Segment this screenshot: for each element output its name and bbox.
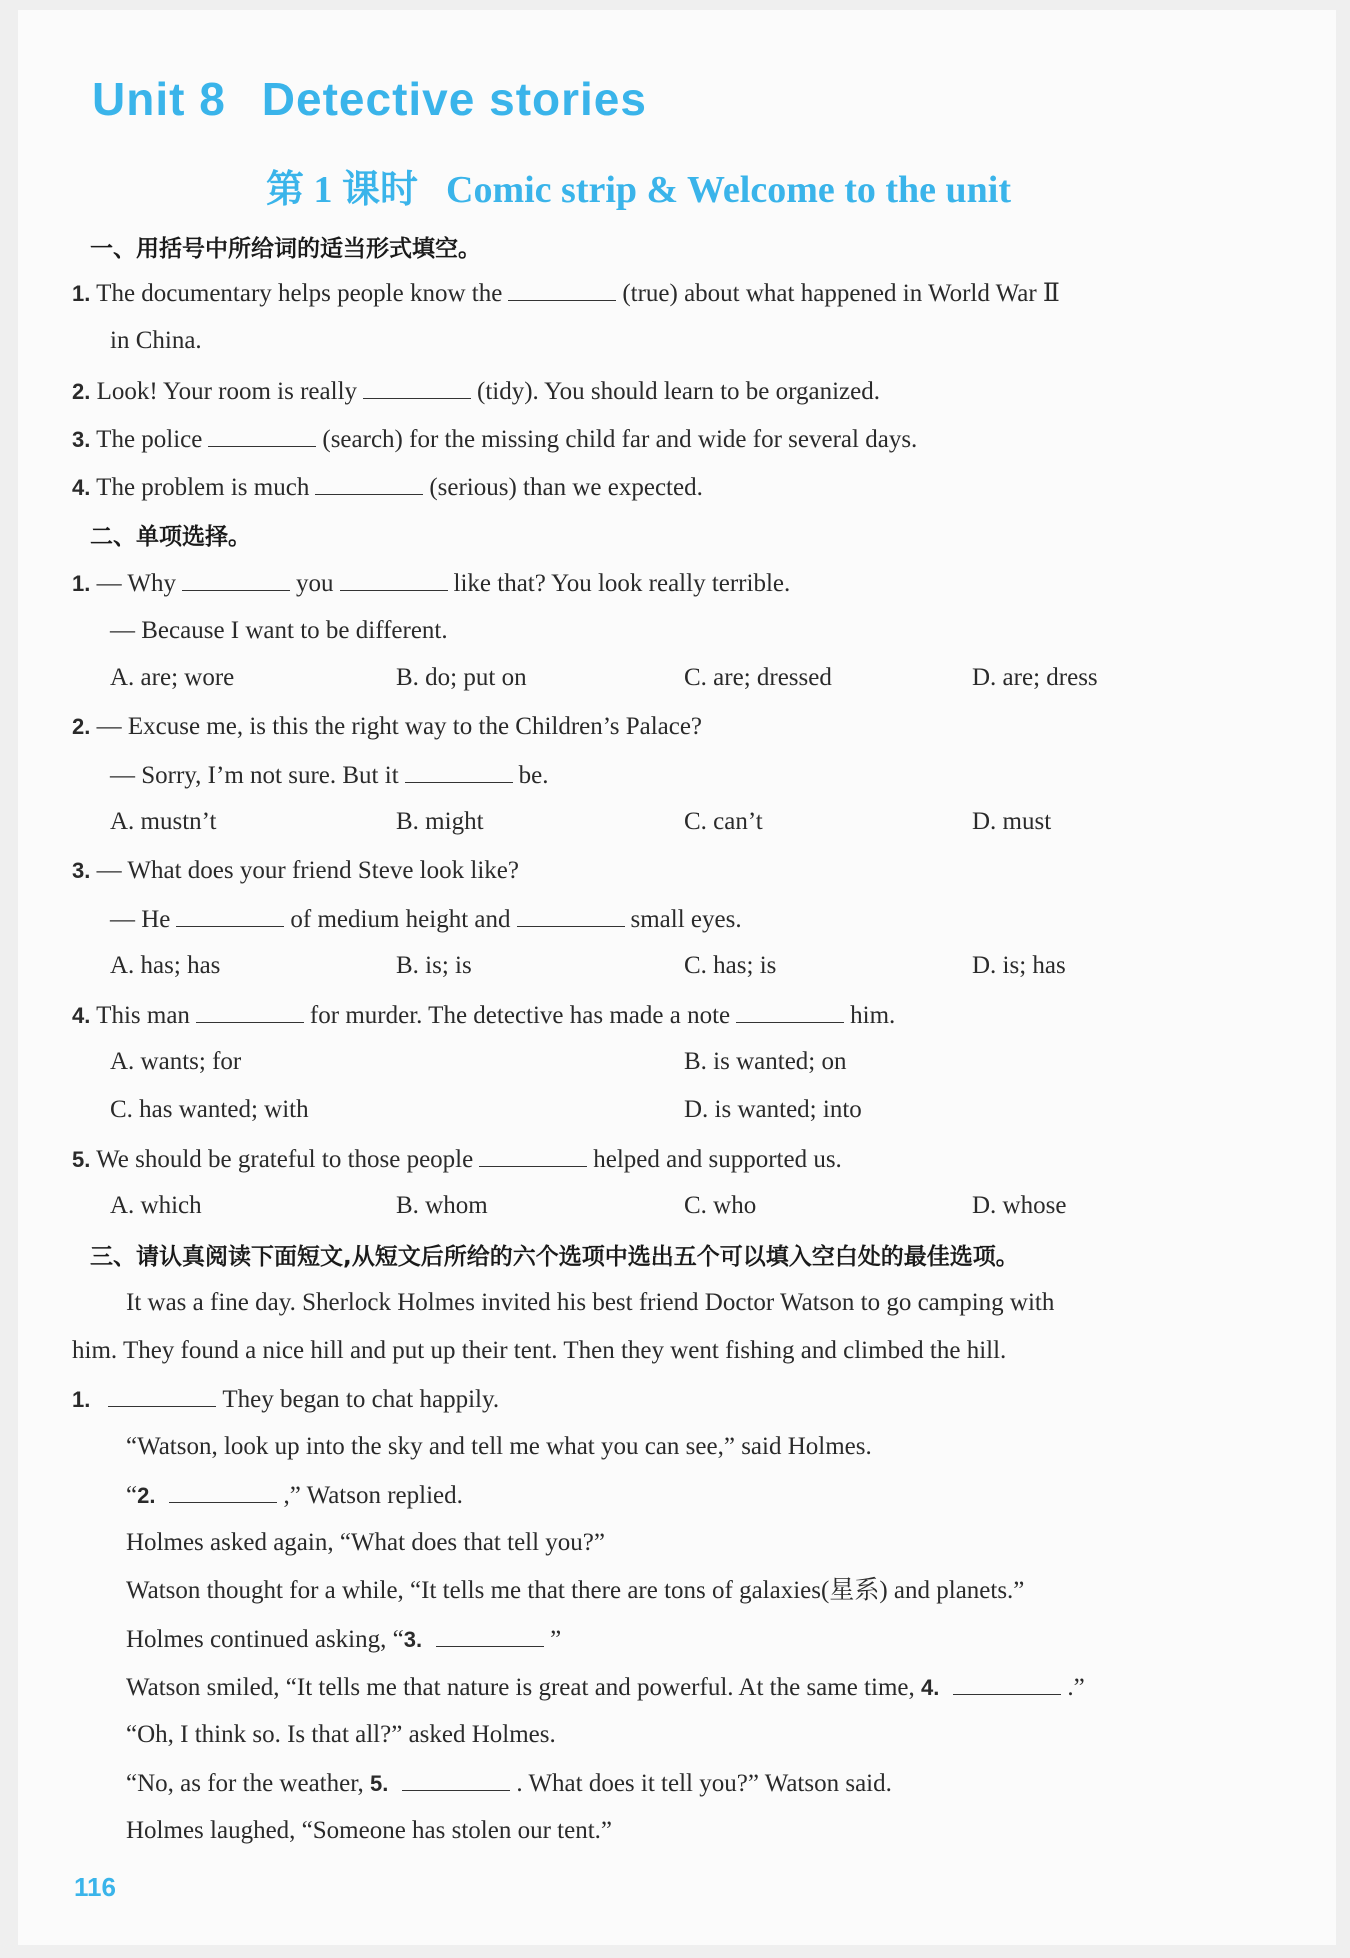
question-text: We should be grateful to those people — [96, 1146, 474, 1173]
question-text: — Excuse me, is this the right way to the Children’s Palace? — [96, 713, 703, 740]
question-number: 1. — [72, 1387, 91, 1412]
question-text: for murder. The detective has made a note — [309, 1002, 731, 1029]
option-d[interactable]: D. are; dress — [972, 664, 1098, 691]
passage-text: They began to chat happily. — [222, 1386, 500, 1413]
section2-heading: 二、单项选择。 — [90, 524, 251, 550]
s2-q1-line2: — Because I want to be different. — [110, 617, 448, 644]
option-a[interactable]: A. wants; for — [110, 1048, 242, 1075]
option-a[interactable]: A. mustn’t — [110, 808, 217, 835]
question-text: — What does your friend Steve look like? — [96, 857, 519, 884]
answer-blank[interactable] — [436, 1624, 544, 1647]
passage-line: “Watson, look up into the sky and tell me what you can see,” said Holmes. — [126, 1433, 872, 1460]
question-number: 4. — [921, 1675, 940, 1700]
option-c[interactable]: C. can’t — [684, 808, 763, 835]
s1-q1-line1 — [72, 278, 1060, 309]
s1-q1-line2: in China. — [110, 327, 202, 354]
passage-text: ” — [550, 1626, 562, 1653]
question-text: him. — [850, 1002, 896, 1029]
answer-blank[interactable] — [315, 472, 423, 495]
question-number: 4. — [72, 475, 91, 500]
option-d[interactable]: D. is; has — [972, 952, 1066, 979]
passage-text: “No, as for the weather, — [126, 1770, 364, 1797]
page — [18, 10, 1336, 1945]
answer-blank[interactable] — [508, 278, 616, 301]
unit-title — [92, 72, 647, 126]
question-text: The problem is much — [96, 474, 310, 501]
answer-blank[interactable] — [479, 1144, 587, 1167]
question-text: (serious) than we expected. — [429, 474, 703, 501]
passage-text: ,” Watson replied. — [283, 1482, 463, 1509]
option-a[interactable]: A. are; wore — [110, 664, 235, 691]
passage-line: him. They found a nice hill and put up their tent. Then they went fishing and climbed the hill. — [72, 1337, 1007, 1364]
page-number: 116 — [74, 1872, 116, 1902]
option-c[interactable]: C. are; dressed — [684, 664, 832, 691]
s2-q3-line2 — [110, 904, 742, 935]
passage-text: “ — [126, 1482, 138, 1509]
s2-q2-line2 — [110, 760, 549, 791]
s2-q3-line1 — [72, 856, 519, 886]
section1-heading: 一、用括号中所给词的适当形式填空。 — [90, 236, 481, 262]
passage-line: “Oh, I think so. Is that all?” asked Holmes. — [126, 1721, 556, 1748]
question-number: 5. — [370, 1771, 389, 1796]
answer-blank[interactable] — [182, 568, 290, 591]
passage-text: Watson smiled, “It tells me that nature is great and powerful. At the same time, — [126, 1674, 915, 1701]
option-c[interactable]: C. has wanted; with — [110, 1096, 309, 1123]
answer-blank[interactable] — [517, 904, 625, 927]
answer-blank[interactable] — [196, 1000, 304, 1023]
question-number: 5. — [72, 1147, 91, 1172]
section3-heading: 三、请认真阅读下面短文,从短文后所给的六个选项中选出五个可以填入空白处的最佳选项。 — [90, 1244, 1019, 1270]
question-number: 1. — [72, 571, 91, 596]
question-text: The documentary helps people know the — [96, 280, 503, 307]
question-number: 1. — [72, 281, 91, 306]
s2-q4 — [72, 1000, 895, 1031]
answer-blank[interactable] — [208, 424, 316, 447]
option-b[interactable]: B. is; is — [396, 952, 472, 979]
answer-blank[interactable] — [340, 568, 448, 591]
question-text: The police — [96, 426, 203, 453]
question-number: 2. — [72, 379, 91, 404]
answer-blank[interactable] — [953, 1672, 1061, 1695]
option-d[interactable]: D. whose — [972, 1192, 1067, 1219]
s2-q1-line1 — [72, 568, 790, 599]
option-c[interactable]: C. has; is — [684, 952, 777, 979]
lesson-title — [266, 158, 1011, 213]
question-text: helped and supported us. — [593, 1146, 842, 1173]
s1-q4 — [72, 472, 703, 503]
answer-blank[interactable] — [176, 904, 284, 927]
question-text: (tidy). You should learn to be organized. — [477, 378, 880, 405]
passage-line: It was a fine day. Sherlock Holmes invited his best friend Doctor Watson to go camping with — [126, 1289, 1055, 1316]
passage-line: Watson thought for a while, “It tells me that there are tons of galaxies(星系) and planets.” — [126, 1577, 1025, 1604]
unit-name: Detective stories — [261, 73, 647, 125]
passage-line: Holmes laughed, “Someone has stolen our tent.” — [126, 1817, 612, 1844]
answer-blank[interactable] — [108, 1384, 216, 1407]
question-text: — Sorry, I’m not sure. But it — [110, 762, 399, 789]
s2-q2-line1 — [72, 712, 702, 742]
passage-line — [126, 1672, 1085, 1703]
lesson-name: Comic strip & Welcome to the unit — [446, 169, 1012, 211]
option-b[interactable]: B. is wanted; on — [684, 1048, 847, 1075]
question-text: — He — [110, 906, 171, 933]
s2-q5 — [72, 1144, 842, 1175]
passage-text: . What does it tell you?” Watson said. — [516, 1770, 892, 1797]
s1-q2 — [72, 376, 880, 407]
answer-blank[interactable] — [736, 1000, 844, 1023]
question-text: be. — [518, 762, 549, 789]
passage-line — [126, 1768, 892, 1799]
question-text: of medium height and — [290, 906, 511, 933]
passage-line — [72, 1384, 499, 1415]
answer-blank[interactable] — [405, 760, 513, 783]
option-b[interactable]: B. do; put on — [396, 664, 527, 691]
option-a[interactable]: A. has; has — [110, 952, 221, 979]
answer-blank[interactable] — [402, 1768, 510, 1791]
question-text: (true) about what happened in World War Ⅱ — [622, 280, 1060, 307]
question-text: This man — [96, 1002, 190, 1029]
unit-number: Unit 8 — [92, 73, 226, 125]
question-number: 3. — [72, 427, 91, 452]
question-number: 3. — [72, 858, 91, 883]
s1-q3 — [72, 424, 917, 455]
passage-text: Holmes continued asking, “ — [126, 1626, 404, 1653]
passage-line — [126, 1624, 561, 1655]
question-number: 4. — [72, 1003, 91, 1028]
answer-blank[interactable] — [169, 1480, 277, 1503]
option-a[interactable]: A. which — [110, 1192, 202, 1219]
question-number: 2. — [137, 1483, 156, 1508]
option-b[interactable]: B. whom — [396, 1192, 488, 1219]
option-b[interactable]: B. might — [396, 808, 484, 835]
lesson-number: 第 1 课时 — [266, 169, 419, 211]
answer-blank[interactable] — [363, 376, 471, 399]
question-text: Look! Your room is really — [96, 378, 358, 405]
option-c[interactable]: C. who — [684, 1192, 757, 1219]
option-d[interactable]: D. is wanted; into — [684, 1096, 862, 1123]
question-text: you — [296, 570, 334, 597]
question-text: small eyes. — [630, 906, 742, 933]
passage-line — [126, 1480, 463, 1511]
passage-text: .” — [1067, 1674, 1085, 1701]
option-d[interactable]: D. must — [972, 808, 1052, 835]
passage-line: Holmes asked again, “What does that tell you?” — [126, 1529, 606, 1556]
question-text: — Why — [96, 570, 177, 597]
question-number: 2. — [72, 714, 91, 739]
question-text: like that? You look really terrible. — [453, 570, 791, 597]
question-number: 3. — [403, 1627, 423, 1652]
question-text: (search) for the missing child far and wide for several days. — [322, 426, 918, 453]
